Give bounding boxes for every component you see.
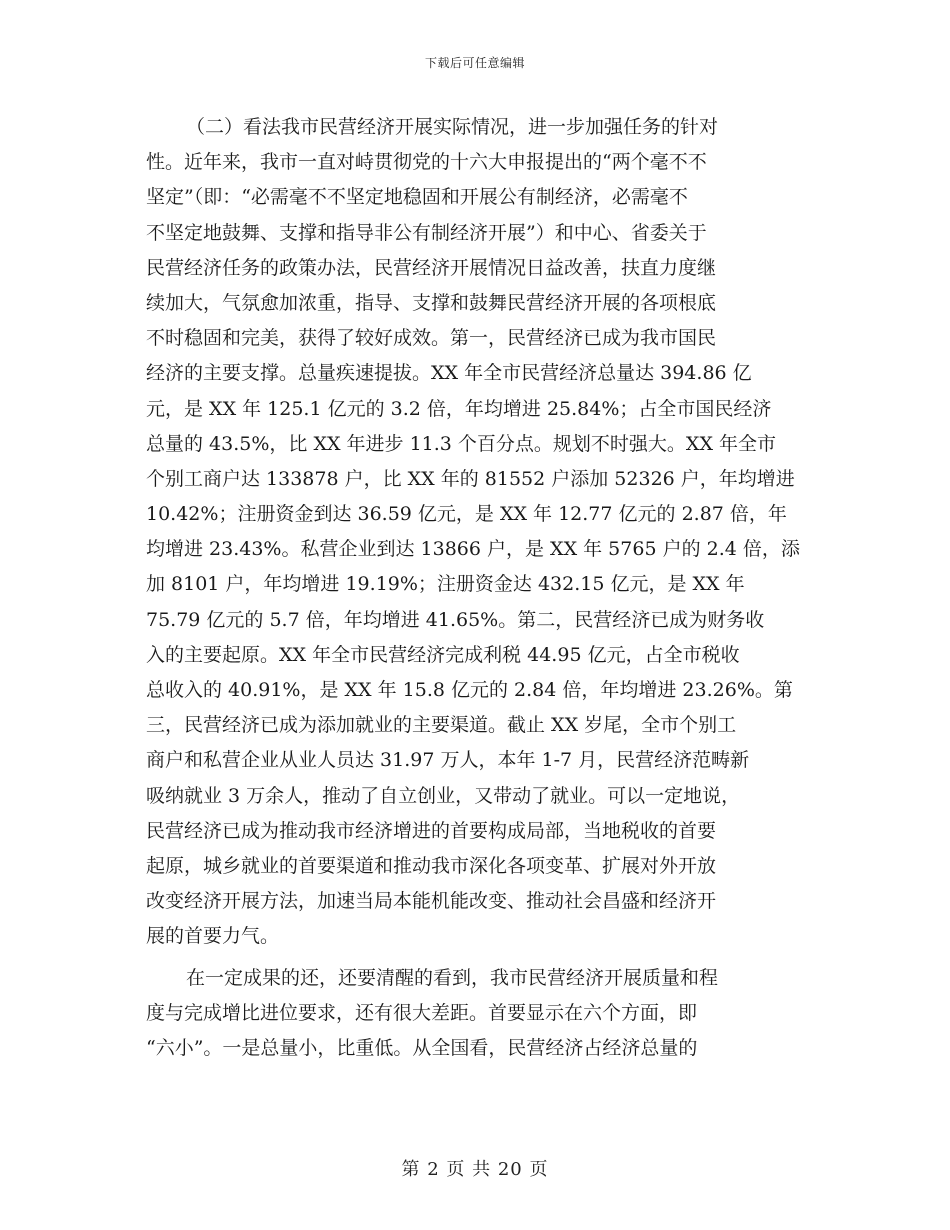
body-text bbox=[146, 110, 810, 1066]
paragraph-1 bbox=[146, 110, 810, 955]
text-line: 续加大，气氛愈加浓重，指导、支撑和鼓舞民营经济开展的各项根底 bbox=[146, 291, 717, 314]
text-line: 度与完成增比进位要求，还有很大差距。首要显示在六个方面，即 bbox=[146, 1001, 698, 1024]
text-line: 改变经济开展方法，加速当局本能机能改变、推动社会昌盛和经济开 bbox=[146, 890, 717, 913]
text-line: 民营经济任务的政策办法，民营经济开展情况日益改善，扶直力度继 bbox=[146, 256, 717, 279]
text-line: 坚定”（即：“必需毫不不坚定地稳固和开展公有制经济，必需毫不 bbox=[146, 186, 688, 209]
text-line: 不坚定地鼓舞、支撑和指导非公有制经济开展”）和中心、省委关于 bbox=[146, 221, 707, 244]
page-footer: 第 2 页 共 20 页 bbox=[401, 1159, 549, 1180]
text-line: 加 8101 户，年均增进 19.19%；注册资金达 432.15 亿元，是 XX 年 bbox=[146, 573, 745, 596]
text-line: 元，是 XX 年 125.1 亿元的 3.2 倍，年均增进 25.84%；占全市国民经济 bbox=[146, 397, 772, 420]
text-line: 总量的 43.5%，比 XX 年进步 11.3 个百分点。规划不时强大。XX 年全市 bbox=[146, 432, 777, 455]
text-line: （二）看法我市民营经济开展实际情况，进一步加强任务的针对 bbox=[186, 116, 719, 138]
text-line: 入的主要起原。XX 年全市民营经济完成利税 44.95 亿元，占全市税收 bbox=[146, 643, 740, 666]
text-line: 民营经济已成为推动我市经济增进的首要构成局部，当地税收的首要 bbox=[146, 819, 717, 842]
paragraph-2 bbox=[146, 961, 810, 1067]
text-line: 三，民营经济已成为添加就业的主要渠道。截止 XX 岁尾，全市个别工 bbox=[146, 714, 737, 737]
text-line: 起原，城乡就业的首要渠道和推动我市深化各项变革、扩展对外开放 bbox=[146, 854, 717, 877]
text-line: 个别工商户达 133878 户，比 XX 年的 81552 户添加 52326 户，年均增进 bbox=[146, 467, 795, 490]
text-line: 10.42%；注册资金到达 36.59 亿元，是 XX 年 12.77 亿元的 2.87 倍，年 bbox=[146, 503, 787, 526]
text-line: 在一定成果的还，还要清醒的看到，我市民营经济开展质量和程 bbox=[186, 966, 719, 989]
text-line: 总收入的 40.91%，是 XX 年 15.8 亿元的 2.84 倍，年均增进 23.26%。第 bbox=[146, 679, 793, 701]
text-line: 吸纳就业 3 万余人，推动了自立创业，又带动了就业。可以一定地说， bbox=[146, 784, 741, 807]
text-line: 75.79 亿元的 5.7 倍，年均增进 41.65%。第二，民营经济已成为财务收 bbox=[146, 608, 765, 631]
page-header: 下载后可任意编辑 bbox=[424, 56, 525, 70]
text-line: 性。近年来，我市一直对峙贯彻党的十六大申报提出的“两个毫不不 bbox=[146, 151, 707, 174]
text-line: 商户和私营企业从业人员达 31.97 万人，本年 1-7 月，民营经济范畴新 bbox=[146, 749, 750, 772]
text-line: 均增进 23.43%。私营企业到达 13866 户，是 XX 年 5765 户的 2.4 倍，添 bbox=[146, 538, 800, 561]
text-line: “六小”。一是总量小，比重低。从全国看，民营经济占经济总量的 bbox=[146, 1036, 698, 1059]
text-line: 展的首要力气。 bbox=[146, 925, 280, 948]
text-line: 经济的主要支撑。总量疾速提拔。XX 年全市民营经济总量达 394.86 亿 bbox=[146, 362, 752, 385]
text-line: 不时稳固和完美，获得了较好成效。第一，民营经济已成为我市国民 bbox=[146, 327, 717, 350]
